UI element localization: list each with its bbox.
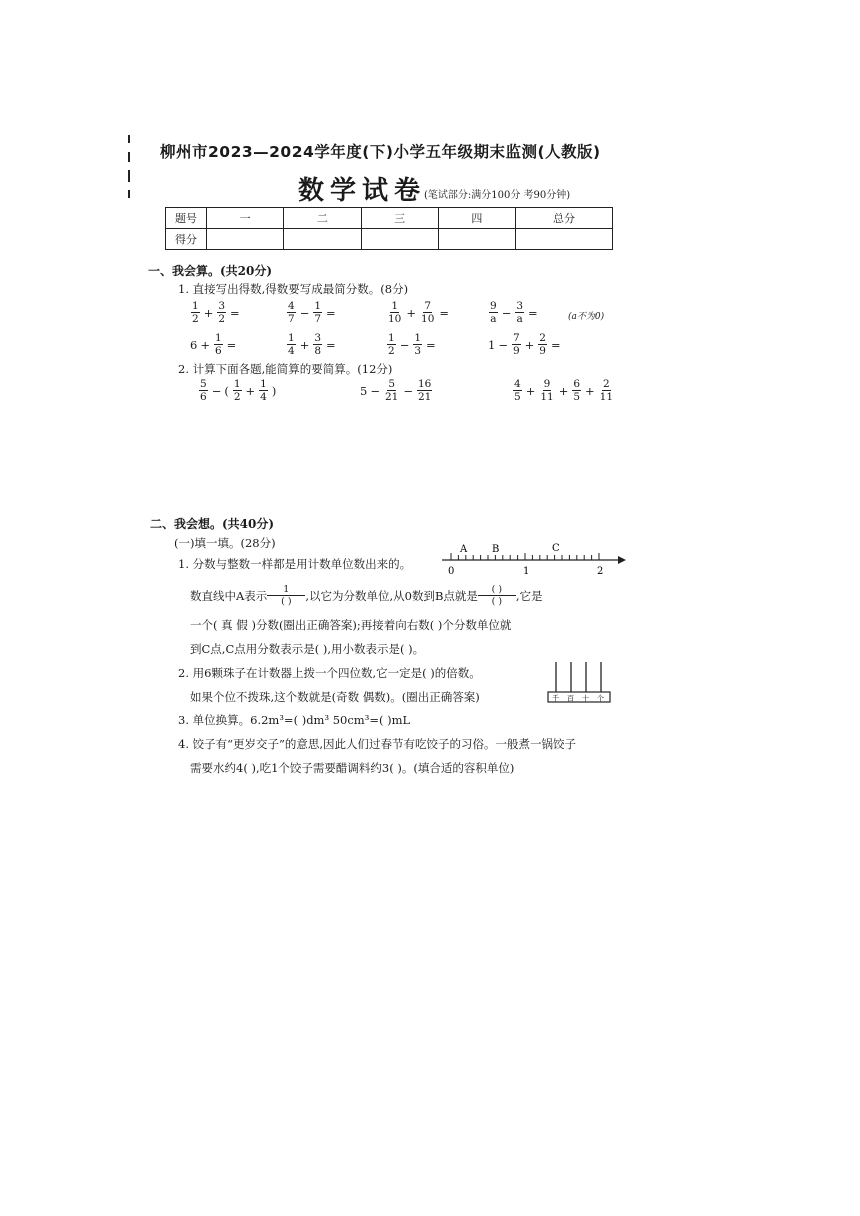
section-1-title: 一、我会算。(共20分): [148, 264, 273, 278]
fraction: $\frac{3}{a}$: [516, 300, 524, 325]
exam-header: 柳州市2023—2024学年度(下)小学五年级期末监测(人教版): [160, 143, 601, 161]
fraction: $\frac{3}{2}$: [218, 300, 226, 325]
question-1-2-title: 2. 计算下面各题,能简算的要简算。(12分): [178, 362, 393, 376]
answer-blank[interactable]: $\frac{1}{( )}$: [267, 584, 305, 607]
expression: $\frac{1}{4}$ + $\frac{3}{8}$ =: [288, 332, 336, 357]
fraction: $\frac{9}{11}$: [540, 378, 554, 403]
fraction: $\frac{1}{4}$: [288, 332, 295, 357]
score-cell[interactable]: [207, 229, 284, 250]
expression: $\frac{4}{5}$ + $\frac{9}{11}$ + $\frac{6}{5}$ + $\frac{2}{11}$: [514, 378, 614, 403]
answer-blank[interactable]: $\frac{( )}{( )}$: [478, 584, 516, 607]
question-text: 如果个位不拨珠,这个数就是(奇数 偶数)。(圈出正确答案): [190, 690, 480, 704]
abacus-label: 千: [552, 694, 559, 703]
point-label: B: [492, 544, 500, 555]
table-cell: 三: [361, 208, 438, 229]
fraction: $\frac{1}{3}$: [414, 332, 422, 357]
expression: $\frac{1}{2}$ − $\frac{1}{3}$ =: [388, 332, 436, 357]
score-cell[interactable]: [438, 229, 515, 250]
question-text: 数直线中A表示 $\frac{1}{( )}$ ,以它为分数单位,从0数到B点就是 $\frac{( )}{( )}$ ,它是: [190, 584, 543, 607]
fraction: $\frac{4}{7}$: [288, 300, 295, 325]
table-cell: 四: [438, 208, 515, 229]
fraction: $\frac{9}{a}$: [490, 300, 497, 325]
fraction: $\frac{5}{21}$: [384, 378, 399, 403]
fraction: $\frac{1}{7}$: [314, 300, 322, 325]
expression: $\frac{9}{a}$ − $\frac{3}{a}$ =: [490, 300, 538, 325]
binding-mark: [128, 190, 130, 198]
binding-mark: [128, 135, 130, 143]
point-label: A: [460, 544, 468, 555]
tick-label: 0: [448, 566, 455, 577]
expression: $\frac{1}{10}$ + $\frac{7}{10}$ =: [388, 300, 450, 325]
fraction: $\frac{5}{6}$: [200, 378, 207, 403]
question-text: 2. 用6颗珠子在计数器上拨一个四位数,它一定是( )的倍数。: [178, 666, 481, 680]
fraction: $\frac{2}{9}$: [539, 332, 546, 357]
fraction: $\frac{7}{9}$: [512, 332, 520, 357]
section-2-title: 二、我会想。(共40分): [150, 517, 275, 531]
expression: 6 + $\frac{1}{6}$ =: [190, 332, 237, 357]
number-line-axis: [442, 556, 626, 564]
question-text: 需要水约4( ),吃1个饺子需要醋调料约3( )。(填合适的容积单位): [190, 761, 515, 775]
question-1-1-title: 1. 直接写出得数,得数要写成最简分数。(8分): [178, 282, 409, 296]
fraction: $\frac{1}{6}$: [214, 332, 222, 357]
fraction: $\frac{1}{10}$: [388, 300, 402, 325]
question-text: 一个( 真 假 )分数(圈出正确答案);再接着向右数( )个分数单位就: [190, 618, 512, 632]
fraction: $\frac{7}{10}$: [421, 300, 435, 325]
expression: $\frac{1}{2}$ + $\frac{3}{2}$ =: [192, 300, 240, 325]
tick-label: 2: [597, 566, 604, 577]
fraction: $\frac{4}{5}$: [514, 378, 521, 403]
tick-label: 1: [523, 566, 530, 577]
abacus-label: 个: [597, 694, 604, 703]
abacus-figure: [546, 660, 612, 704]
table-cell: 总分: [516, 208, 613, 229]
binding-mark: [128, 152, 130, 162]
fraction: $\frac{1}{4}$: [260, 378, 267, 403]
fraction: $\frac{2}{11}$: [599, 378, 614, 403]
condition-note: (a不为0): [568, 312, 605, 322]
number-line: [438, 538, 628, 578]
table-cell: 一: [207, 208, 284, 229]
table-cell: 二: [284, 208, 361, 229]
exam-note: (笔试部分:满分100分 考90分钟): [424, 190, 571, 201]
score-table: [165, 207, 613, 250]
question-text: 4. 饺子有“更岁交子”的意思,因此人们过春节有吃饺子的习俗。一般煮一锅饺子: [178, 737, 577, 751]
expression: $\frac{5}{6}$ − ( $\frac{1}{2}$ + $\frac{1}{4}$ ): [200, 378, 277, 403]
question-text: 到C点,C点用分数表示是( ),用小数表示是( )。: [190, 642, 425, 656]
binding-mark: [128, 170, 130, 182]
fraction: $\frac{1}{2}$: [388, 332, 395, 357]
question-text: 1. 分数与整数一样都是用计数单位数出来的。: [178, 557, 412, 571]
expression: 1 − $\frac{7}{9}$ + $\frac{2}{9}$ =: [488, 332, 561, 357]
expression: 5 − $\frac{5}{21}$ − $\frac{16}{21}$: [360, 378, 432, 403]
expression: $\frac{4}{7}$ − $\frac{1}{7}$ =: [288, 300, 336, 325]
point-label: C: [552, 543, 560, 554]
fraction: $\frac{16}{21}$: [417, 378, 432, 403]
fraction: $\frac{1}{2}$: [233, 378, 241, 403]
abacus-label: 百: [567, 694, 574, 703]
score-cell[interactable]: [516, 229, 613, 250]
fraction: $\frac{1}{2}$: [192, 300, 199, 325]
page-title: 数学试卷: [298, 176, 427, 206]
table-cell: 题号: [166, 208, 207, 229]
abacus-label: 十: [582, 694, 589, 703]
fraction: $\frac{6}{5}$: [573, 378, 581, 403]
table-cell: 得分: [166, 229, 207, 250]
question-text: 3. 单位换算。6.2m³=( )dm³ 50cm³=( )mL: [178, 713, 411, 727]
table-row: [166, 208, 613, 229]
fraction: $\frac{3}{8}$: [314, 332, 322, 357]
score-cell[interactable]: [361, 229, 438, 250]
score-cell[interactable]: [284, 229, 361, 250]
subsection-title: (一)填一填。(28分): [174, 536, 276, 550]
table-row: [166, 229, 613, 250]
